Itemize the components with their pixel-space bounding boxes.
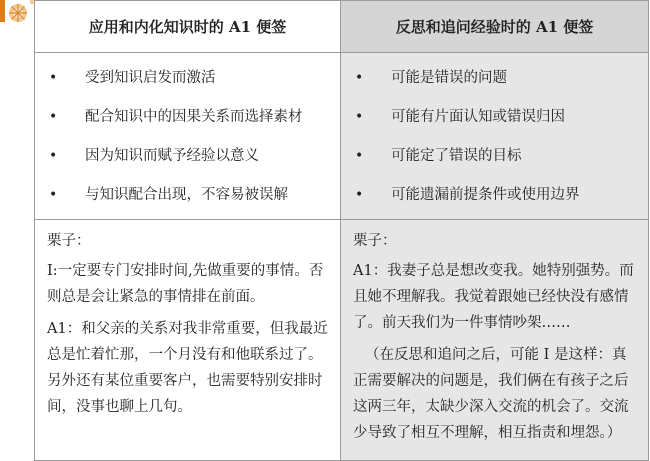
bullet-icon: • xyxy=(355,187,364,203)
left-bullet-list xyxy=(35,53,340,219)
logo-icon xyxy=(8,3,28,23)
header-reflect-experience: 反思和追问经验时的 A1 便签 xyxy=(341,1,649,53)
header-row xyxy=(35,1,649,53)
logo-bar xyxy=(0,0,5,22)
bullet-icon: • xyxy=(355,109,364,125)
bullet-icon: • xyxy=(355,70,364,86)
list-item: • 与知识配合出现，不容易被误解 xyxy=(35,180,340,219)
bullet-icon: • xyxy=(49,109,58,125)
bullet-icon: • xyxy=(355,148,364,164)
comparison-table xyxy=(34,0,649,461)
header-apply-knowledge: 应用和内化知识时的 A1 便签 xyxy=(35,1,341,53)
right-bullets-cell xyxy=(341,53,649,220)
left-bullets-cell xyxy=(35,53,341,220)
list-item: • 可能定了错误的目标 xyxy=(341,141,648,180)
logo xyxy=(0,0,30,30)
right-example-para2: （在反思和追问之后，可能 I 是这样：真正需要解决的问题是，我们俩在有孩子之后这两三年，太缺少深入交流的机会了。交流少导致了相互不理解，相互指责和埋怨。） xyxy=(353,347,629,441)
bullets-row xyxy=(35,53,649,220)
left-example-para1: I:一定要专门安排时间,先做重要的事情。否则总是会让紧急的事情排在前面。 xyxy=(47,263,324,305)
list-item: • 可能有片面认知或错误归因 xyxy=(341,102,648,141)
example-row xyxy=(35,220,649,461)
list-item: • 因为知识而赋予经验以意义 xyxy=(35,141,340,180)
list-item: • 受到知识启发而激活 xyxy=(35,63,340,102)
list-item: • 可能遗漏前提条件或使用边界 xyxy=(341,180,648,219)
right-bullet-list xyxy=(341,53,648,219)
list-item: • 配合知识中的因果关系而选择素材 xyxy=(35,102,340,141)
left-example-cell xyxy=(35,220,341,461)
right-example-label: 栗子： xyxy=(353,233,397,249)
bullet-icon: • xyxy=(49,70,58,86)
right-example-para1: A1：我妻子总是想改变我。她特别强势。而且她不理解我。我觉着跟她已经快没有感情了。前天我们为一件事情吵架…… xyxy=(353,263,634,331)
bullet-icon: • xyxy=(49,187,58,203)
list-item: • 可能是错误的问题 xyxy=(341,63,648,102)
right-example-cell xyxy=(341,220,649,461)
bullet-icon: • xyxy=(49,148,58,164)
left-example-label: 栗子： xyxy=(47,233,91,249)
left-example-para2: A1：和父亲的关系对我非常重要，但我最近总是忙着忙那，一个月没有和他联系过了。另外还有某位重要客户，也需要特别安排时间，没事也聊上几句。 xyxy=(47,321,328,415)
